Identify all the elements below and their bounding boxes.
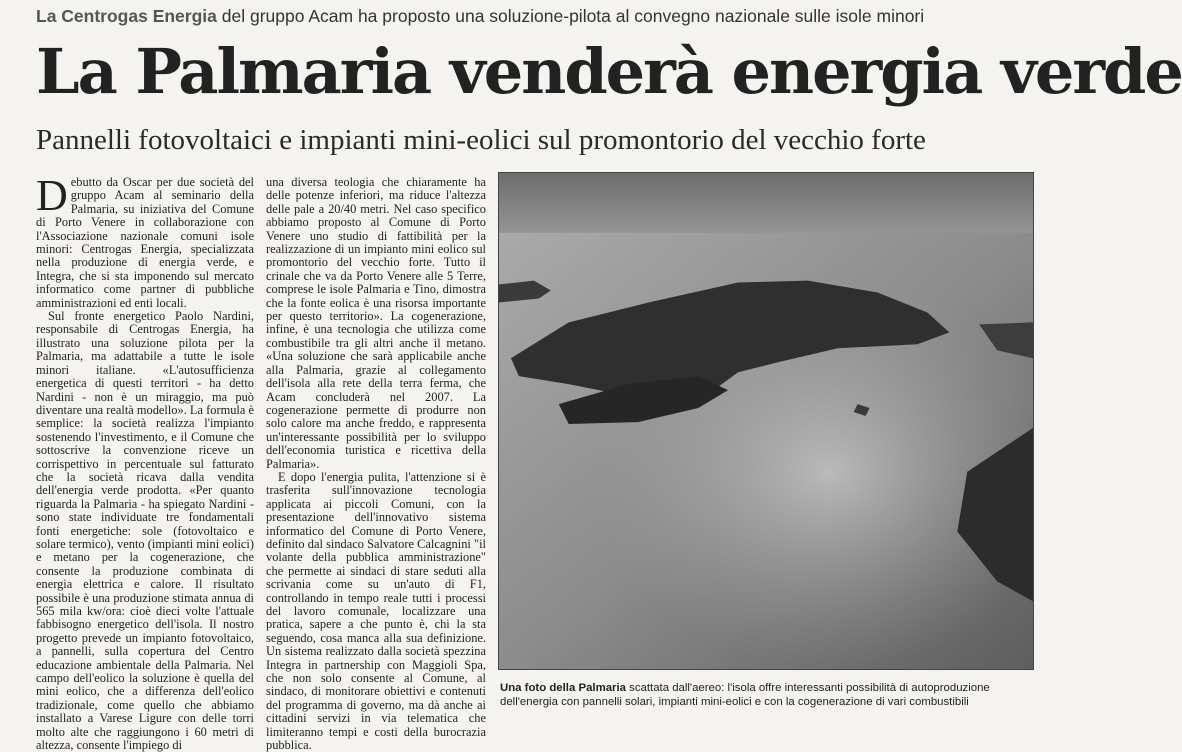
headline: La Palmaria venderà energia verde [36,35,1182,108]
article-column-2 [266,175,486,752]
aerial-photo [498,172,1034,670]
subheadline: Pannelli fotovoltaici e impianti mini-eolici sul promontorio del vecchio forte [36,124,926,156]
drop-cap: D [36,171,68,220]
article-paragraph [36,171,254,310]
photo-caption [500,682,1034,709]
article-paragraph: E dopo l'energia pulita, l'attenzione si è trasferita sull'innovazione tecnologia applicata ai piccoli Comuni, con la presentazione dell'innovativo sistema informatico del Comune di Porto Venere, definito dal sindaco Salvatore Calcagnini "il volante della pubblica amministrazione" che permette ai sindaci di stare seduti alla scrivania come su un'auto di F1, controllando in tempo reale tutti i processi del lavoro comunale, localizzare una pratica, sapere a che punto è, chi la sta seguendo, cosa manca alla sua definizione. Un sistema realizzato dalla società spezzina Integra in partnership con Maggioli Spa, che non solo consente al Comune, al sindaco, di monitorare obiettivi e contenuti del programma di governo, ma dà anche ai cittadini servizi in via telematica che limiteranno tempi e costi della burocrazia pubblica. [266,469,486,752]
caption-text: scattata dall'aereo: l'isola offre interessanti possibilità di autoproduzione dell'energia con pannelli solari, impianti mini-eolici e con la cogenerazione di vari combustibili [500,682,990,708]
kicker-lead: La Centrogas Energia [36,6,217,26]
article-paragraph: una diversa teologia che chiaramente ha delle potenze inferiori, ma riduce l'altezza delle pale a 20/40 metri. Nel caso specifico abbiamo proposto al Comune di Porto Venere uno studio di fattibilità per la realizzazione di un impianto mini eolico sul promontorio del vecchio forte. Tutto il crinale che va da Porto Venere alle 5 Terre, comprese le isole Palmaria e Tino, dimostra che la fonte eolica è una risorsa importante per questo territorio». La cogenerazione, infine, è una tecnologia che utilizza come combustibile tra gli altri anche il metano. «Una soluzione che sarà applicabile anche alla Palmaria, grazie al collegamento dell'isola alla rete della terra ferma, che Acam concluderà nel 2007. La cogenerazione permette di produrre non solo calore ma anche freddo, e rappresenta un'interessante possibilità per lo sviluppo dell'economia turistica e ricettiva della Palmaria». [266,175,486,471]
paragraph-text: ebutto da Oscar per due società del gruppo Acam al seminario della Palmaria, su iniziativa del Comune di Porto Venere in collaborazione con l'Associazione nazionale comuni isole minori: Centrogas Energia, specializzata nella produzione di energia verde, e Integra, che si sta imponendo sul mercato informatico come partner di pubbliche amministrazioni ed enti locali. [36,175,254,310]
caption-lead: Una foto della Palmaria [500,682,626,694]
article-paragraph: Sul fronte energetico Paolo Nardini, responsabile di Centrogas Energia, ha illustrato una soluzione pilota per la Palmaria, ma adattabile a tutte le isole minori italiane. «L'autosufficienza energetica di questi territori - ha detto Nardini - non è un miraggio, ma può diventare una realtà modello». La formula è semplice: la società realizza l'impianto sostenendo l'investimento, e il Comune che sottoscrive la convenzione riceve un corrispettivo in percentuale sul fatturato che la società ricava dalla vendita dell'energia verde prodotta. «Per quanto riguarda la Palmaria - ha spiegato Nardini - sono state individuate tre fondamentali fonti energetiche: sole (fotovoltaico e solare termico), vento (impianti mini eolici) e metano per la cogenerazione, che consente la produzione combinata di energia elettrica e calore. Il risultato possibile è una produzione stimata annua di 565 mila kw/ora: cioè dieci volte l'attuale fabbisogno energetico dell'isola. Il nostro progetto prevede un impianto fotovoltaico, a pannelli, sulla copertura del Centro educazione ambientale della Palmaria. Nel campo dell'eolico la soluzione è quella del mini eolico, che a differenza dell'eolico tradizionale, come quello che abbiamo installato a Varese Ligure con delle torri molto alte che raggiungono i 60 metri di altezza, consente l'impiego di [36,309,254,752]
kicker [36,6,1036,27]
aerial-photo-image [499,173,1033,669]
article-column-1 [36,171,254,752]
kicker-text: del gruppo Acam ha proposto una soluzione-pilota al convegno nazionale sulle isole minori [216,6,925,26]
